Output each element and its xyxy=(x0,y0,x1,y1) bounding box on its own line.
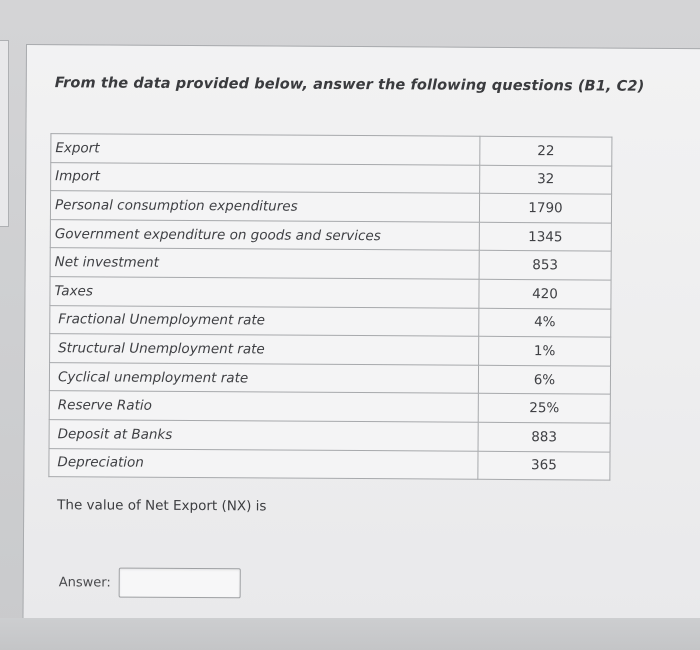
side-panel-edge xyxy=(0,40,9,227)
table-row xyxy=(50,191,611,223)
row-label-government-expenditure: Government expenditure on goods and services xyxy=(50,219,479,250)
table-row xyxy=(49,420,610,452)
table-row xyxy=(51,162,612,194)
row-label-import: Import xyxy=(51,162,480,193)
row-value-structural-unemployment: 1% xyxy=(479,336,611,365)
table-row xyxy=(50,334,611,366)
row-label-structural-unemployment: Structural Unemployment rate xyxy=(50,334,479,365)
row-value-net-investment: 853 xyxy=(479,251,611,280)
bottom-background xyxy=(0,618,700,650)
question-card xyxy=(22,44,700,623)
row-value-export: 22 xyxy=(480,136,612,165)
answer-label: Answer: xyxy=(58,575,111,591)
row-label-taxes: Taxes xyxy=(50,277,479,308)
row-label-fractional-unemployment: Fractional Unemployment rate xyxy=(50,305,479,336)
table-row xyxy=(50,305,611,337)
row-label-deposit-at-banks: Deposit at Banks xyxy=(49,420,478,451)
answer-input[interactable] xyxy=(119,568,241,599)
row-label-depreciation: Depreciation xyxy=(49,448,478,479)
row-value-taxes: 420 xyxy=(479,279,611,308)
row-label-personal-consumption: Personal consumption expenditures xyxy=(50,191,479,222)
row-value-fractional-unemployment: 4% xyxy=(479,308,611,337)
table-row xyxy=(49,391,610,423)
row-value-personal-consumption: 1790 xyxy=(479,193,611,222)
row-value-deposit-at-banks: 883 xyxy=(478,422,610,451)
row-value-government-expenditure: 1345 xyxy=(479,222,611,251)
row-value-cyclical-unemployment: 6% xyxy=(478,365,610,394)
data-table xyxy=(48,133,612,481)
row-label-net-investment: Net investment xyxy=(50,248,479,279)
table-row xyxy=(49,362,610,394)
table-row xyxy=(50,277,611,309)
row-value-import: 32 xyxy=(480,165,612,194)
row-label-reserve-ratio: Reserve Ratio xyxy=(49,391,478,422)
table-row xyxy=(49,448,610,480)
row-value-reserve-ratio: 25% xyxy=(478,394,610,423)
net-export-question: The value of Net Export (NX) is xyxy=(57,497,267,515)
question-title: From the data provided below, answer the following questions (B1, C2) xyxy=(54,75,645,95)
table-row xyxy=(50,248,611,280)
row-label-export: Export xyxy=(51,134,480,165)
table-row xyxy=(51,134,612,166)
row-label-cyclical-unemployment: Cyclical unemployment rate xyxy=(49,362,478,393)
row-value-depreciation: 365 xyxy=(478,451,610,480)
table-row xyxy=(50,219,611,251)
